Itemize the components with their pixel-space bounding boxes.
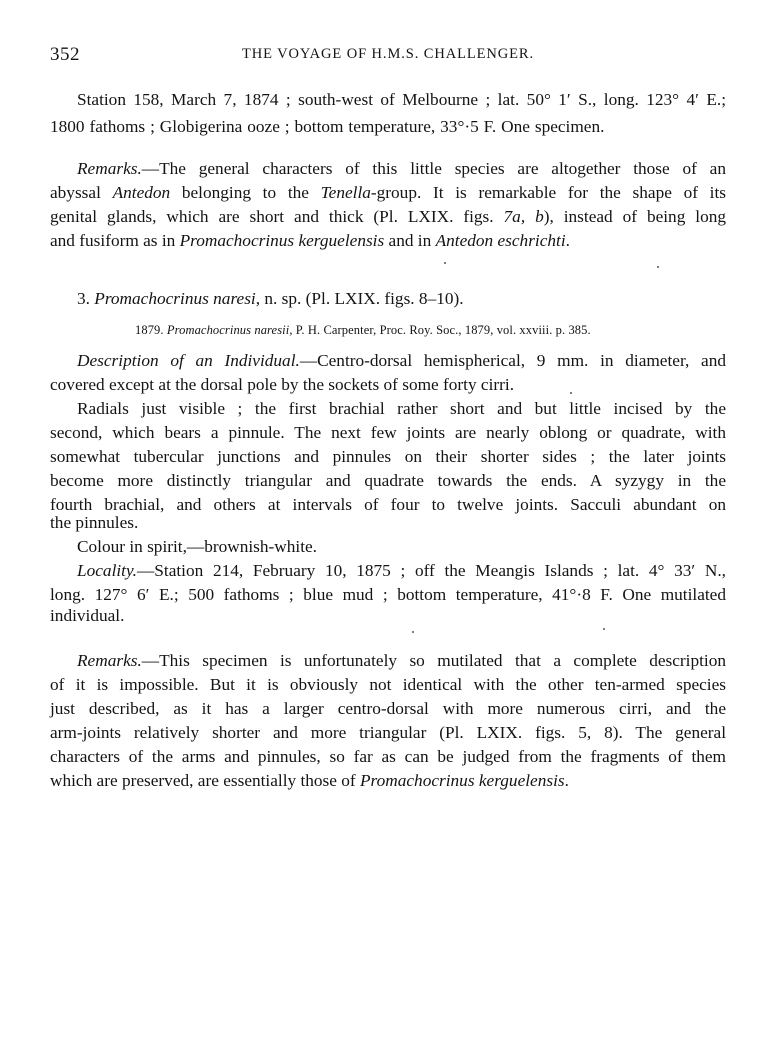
species-name: Promachocrinus naresi bbox=[94, 289, 256, 308]
description-line-1: Description of an Individual.—Centro-dorsal hemispherical, 9 mm. in diameter, and bbox=[77, 351, 726, 370]
stray-mark bbox=[412, 631, 414, 633]
locality-label: Locality. bbox=[77, 561, 138, 580]
radials-line-1: Radials just visible ; the first brachial rather short and but little incised by the bbox=[77, 399, 726, 418]
page-header bbox=[50, 44, 726, 68]
radials-line-4: become more distinctly triangular and quadrate towards the ends. A syzygy in the bbox=[50, 471, 726, 490]
remarks-2-line-2: of it is impossible. But it is obviously not identical with the other ten-armed species bbox=[50, 675, 726, 694]
radials-line-2: second, which bears a pinnule. The next few joints are nearly oblong or quadrate, with bbox=[50, 423, 726, 442]
remarks-2-line-3: just described, as it has a larger centro-dorsal with more numerous cirri, and the bbox=[50, 699, 726, 718]
synonymy-citation: 1879. Promachocrinus naresii, P. H. Carpenter, Proc. Roy. Soc., 1879, vol. xxviii. p. 385. bbox=[135, 323, 591, 337]
remarks-1-line-1: Remarks.—The general characters of this little species are altogether those of an bbox=[77, 159, 726, 178]
remarks-2-line-1: Remarks.—This specimen is unfortunately so mutilated that a complete description bbox=[77, 651, 726, 670]
remarks-2-line-5: characters of the arms and pinnules, so far as can be judged from the fragments of them bbox=[50, 747, 726, 766]
station-line-2: 1800 fathoms ; Globigerina ooze ; bottom temperature, 33°·5 F. One specimen. bbox=[50, 117, 605, 136]
remarks-2-line-6: which are preserved, are essentially those of Promachocrinus kerguelensis. bbox=[50, 771, 569, 790]
radials-line-5: fourth brachial, and others at intervals of four to twelve joints. Sacculi abundant on bbox=[50, 495, 726, 514]
remarks-2-line-4: arm-joints relatively shorter and more triangular (Pl. LXIX. figs. 5, 8). The general bbox=[50, 723, 726, 742]
description-line-2: covered except at the dorsal pole by the sockets of some forty cirri. bbox=[50, 375, 515, 394]
running-title: THE VOYAGE OF H.M.S. CHALLENGER. bbox=[242, 46, 534, 62]
remarks-1-line-2: abyssal Antedon belonging to the Tenella-group. It is remarkable for the shape of its bbox=[50, 183, 726, 202]
locality-line-3: individual. bbox=[50, 606, 125, 625]
page-number: 352 bbox=[50, 44, 80, 65]
species-heading: 3. Promachocrinus naresi, n. sp. (Pl. LXIX. figs. 8–10). bbox=[77, 289, 464, 308]
stray-mark bbox=[603, 628, 605, 630]
locality-line-1: Locality.—Station 214, February 10, 1875 ; off the Meangis Islands ; lat. 4° 33′ N., bbox=[77, 561, 726, 580]
colour-line: Colour in spirit,—brownish-white. bbox=[77, 537, 318, 556]
stray-mark bbox=[657, 266, 659, 268]
stray-mark bbox=[570, 392, 572, 394]
stray-mark bbox=[444, 262, 446, 264]
remarks-label: Remarks. bbox=[77, 651, 142, 670]
station-line-1: Station 158, March 7, 1874 ; south-west of Melbourne ; lat. 50° 1′ S., long. 123° 4′ E.; bbox=[77, 90, 726, 109]
radials-line-6: the pinnules. bbox=[50, 513, 139, 532]
locality-line-2: long. 127° 6′ E.; 500 fathoms ; blue mud ; bottom temperature, 41°·8 F. One mutilated bbox=[50, 585, 726, 604]
remarks-1-line-4: and fusiform as in Promachocrinus kerguelensis and in Antedon eschrichti. bbox=[50, 231, 570, 250]
description-label: Description of an Individual. bbox=[77, 351, 300, 370]
radials-line-3: somewhat tubercular junctions and pinnules on their shorter sides ; the later joints bbox=[50, 447, 726, 466]
remarks-label: Remarks. bbox=[77, 159, 142, 178]
remarks-1-line-3: genital glands, which are short and thick (Pl. LXIX. figs. 7a, b), instead of being long bbox=[50, 207, 726, 226]
